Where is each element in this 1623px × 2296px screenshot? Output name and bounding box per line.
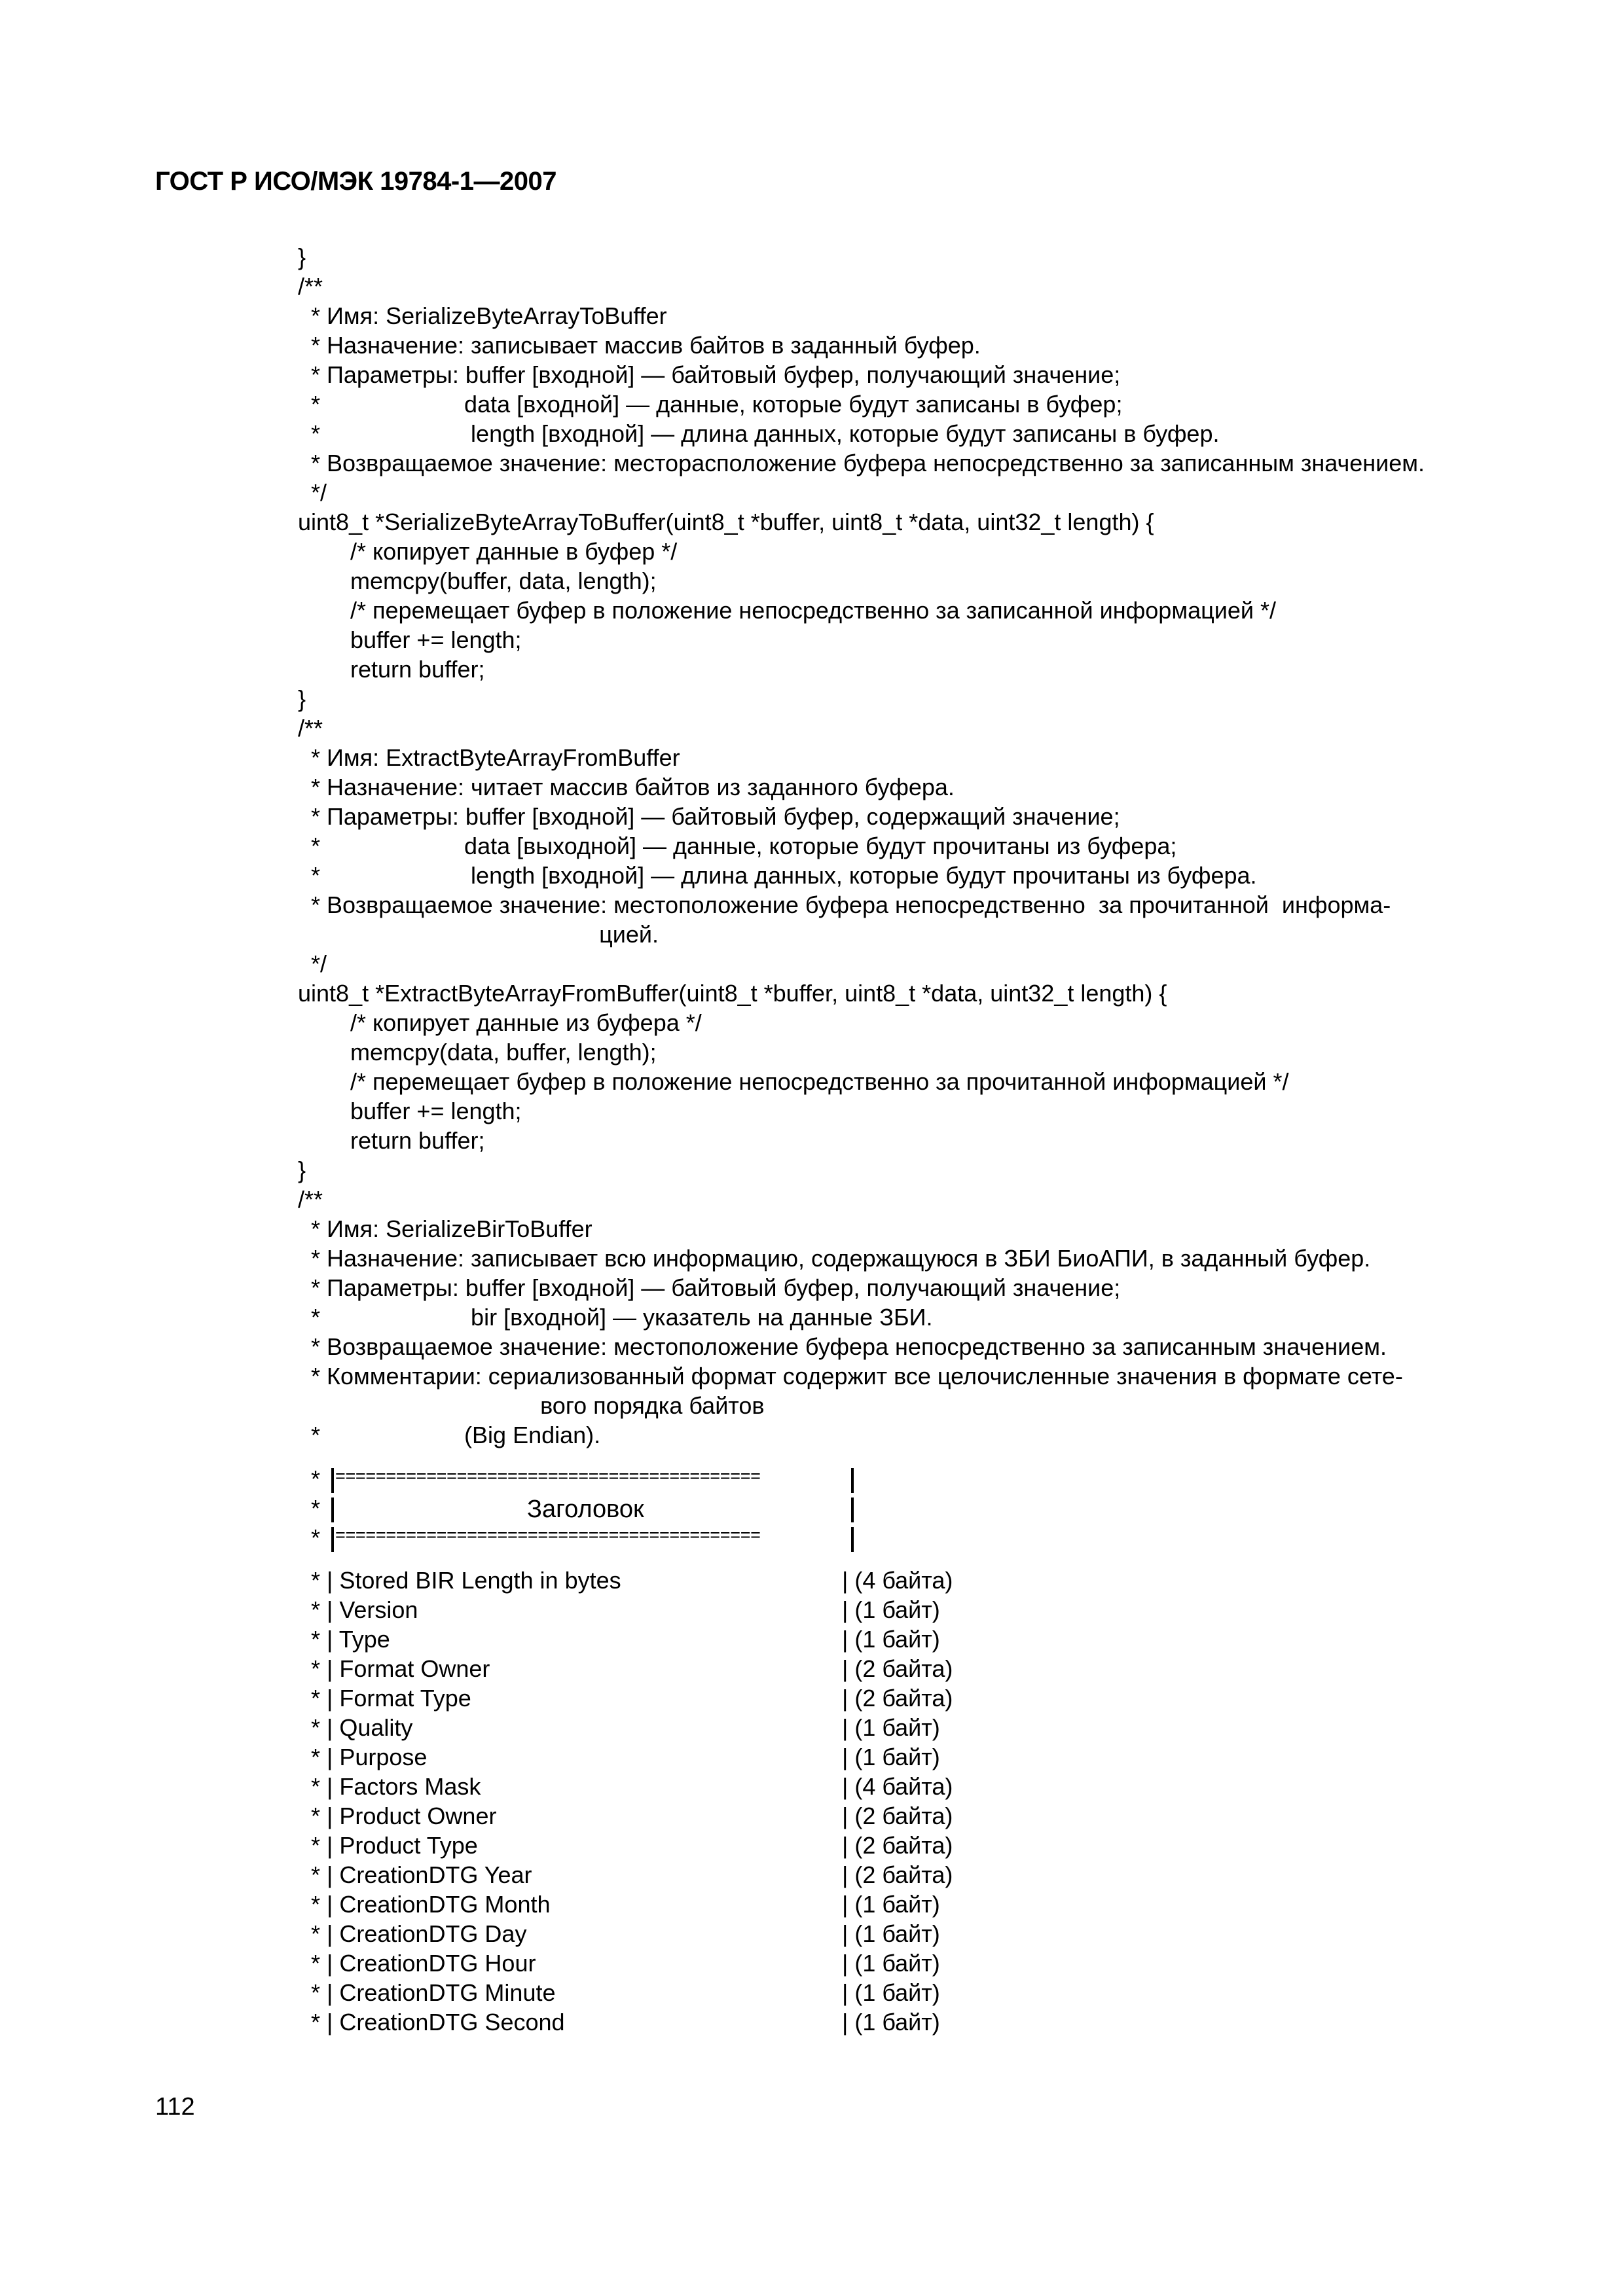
field-size: | (1 байт): [842, 1744, 940, 1770]
code-line: /**: [298, 715, 323, 742]
code-line: * Назначение: записывает всю информацию, содержащуюся в ЗБИ БиоАПИ, в заданный буфер.: [298, 1245, 1371, 1272]
field-size: | (1 байт): [842, 1920, 940, 1947]
code-line: */: [298, 950, 327, 977]
code-line: /**: [298, 273, 323, 300]
code-line: * Параметры: buffer [входной] — байтовый буфер, содержащий значение;: [298, 803, 1120, 830]
box-left-border: [331, 1498, 334, 1522]
field-size: | (4 байта): [842, 1567, 953, 1594]
code-line: * data [входной] — данные, которые будут записаны в буфер;: [298, 391, 1123, 418]
code-line: * Параметры: buffer [входной] — байтовый буфер, получающий значение;: [298, 361, 1121, 388]
code-line: uint8_t *ExtractByteArrayFromBuffer(uint8_t *buffer, uint8_t *data, uint32_t length) {: [298, 980, 1167, 1007]
code-line: * data [выходной] — данные, которые будут прочитаны из буфера;: [298, 833, 1177, 859]
field-name: * | Type: [311, 1626, 390, 1653]
field-name: * | Stored BIR Length in bytes: [311, 1567, 621, 1594]
code-line: * Параметры: buffer [входной] — байтовый буфер, получающий значение;: [298, 1274, 1121, 1301]
comment-asterisk: *: [311, 1465, 321, 1492]
code-line: * Имя: ExtractByteArrayFromBuffer: [298, 744, 680, 771]
field-size: | (1 байт): [842, 1891, 940, 1918]
field-size: | (2 байта): [842, 1803, 953, 1829]
code-line: * Возвращаемое значение: местоположение буфера непосредственно за записанным значением.: [298, 1333, 1387, 1360]
code-line: * length [входной] — длина данных, которые будут записаны в буфер.: [298, 420, 1220, 447]
field-size: | (4 байта): [842, 1773, 953, 1800]
code-line: /* перемещает буфер в положение непосредственно за записанной информацией */: [298, 597, 1276, 624]
code-line: * bir [входной] — указатель на данные ЗБИ.: [298, 1304, 933, 1331]
code-line: buffer += length;: [298, 626, 522, 653]
page-number: 112: [155, 2093, 195, 2121]
field-size: | (2 байта): [842, 1655, 953, 1682]
field-size: | (1 байт): [842, 1714, 940, 1741]
field-name: * | CreationDTG Second: [311, 2009, 565, 2036]
code-line: memcpy(buffer, data, length);: [298, 567, 657, 594]
field-name: * | Quality: [311, 1714, 413, 1741]
box-right-border: [851, 1468, 854, 1493]
code-line: вого порядка байтов: [298, 1392, 765, 1419]
code-line: * Возвращаемое значение: местоположение буфера непосредственно за прочитанной информа-: [298, 891, 1391, 918]
field-name: * | Purpose: [311, 1744, 428, 1770]
code-line: uint8_t *SerializeByteArrayToBuffer(uint8_t *buffer, uint8_t *data, uint32_t length) {: [298, 509, 1154, 535]
code-line: * Имя: SerializeBirToBuffer: [298, 1215, 593, 1242]
field-size: | (2 байта): [842, 1861, 953, 1888]
comment-asterisk: *: [311, 1524, 321, 1551]
field-name: * | Version: [311, 1596, 418, 1623]
code-line: * Назначение: записывает массив байтов в заданный буфер.: [298, 332, 981, 359]
code-line: /* копирует данные в буфер */: [298, 538, 678, 565]
field-name: * | Product Type: [311, 1832, 478, 1859]
field-name: * | Format Owner: [311, 1655, 490, 1682]
code-line: * Имя: SerializeByteArrayToBuffer: [298, 302, 667, 329]
box-left-border: [331, 1468, 334, 1493]
box-rule: ==========================================: [335, 1525, 761, 1545]
code-line: return buffer;: [298, 656, 485, 683]
box-title: Заголовок: [527, 1496, 644, 1523]
field-size: | (1 байт): [842, 1979, 940, 2006]
field-name: * | Format Type: [311, 1685, 471, 1712]
code-line: * length [входной] — длина данных, которые будут прочитаны из буфера.: [298, 862, 1257, 889]
code-line: }: [298, 243, 306, 270]
field-size: | (2 байта): [842, 1685, 953, 1712]
field-size: | (1 байт): [842, 2009, 940, 2036]
comment-asterisk: *: [311, 1495, 321, 1522]
field-size: | (2 байта): [842, 1832, 953, 1859]
code-line: */: [298, 479, 327, 506]
code-line: цией.: [298, 921, 659, 948]
code-line: }: [298, 1157, 306, 1183]
code-line: * Комментарии: сериализованный формат содержит все целочисленные значения в формате сете-: [298, 1363, 1403, 1390]
field-name: * | CreationDTG Year: [311, 1861, 532, 1888]
code-line: /* перемещает буфер в положение непосредственно за прочитанной информацией */: [298, 1068, 1289, 1095]
box-right-border: [851, 1527, 854, 1552]
code-line: return buffer;: [298, 1127, 485, 1154]
box-right-border: [851, 1498, 854, 1522]
code-line: * (Big Endian).: [298, 1422, 601, 1448]
document-header: ГОСТ Р ИСО/МЭК 19784-1—2007: [155, 167, 556, 196]
field-name: * | Factors Mask: [311, 1773, 481, 1800]
field-name: * | Product Owner: [311, 1803, 497, 1829]
code-line: /* копирует данные из буфера */: [298, 1009, 702, 1036]
field-name: * | CreationDTG Minute: [311, 1979, 556, 2006]
code-line: * Возвращаемое значение: месторасположение буфера непосредственно за записанным значением.: [298, 450, 1425, 476]
box-rule: ==========================================: [335, 1466, 761, 1486]
code-line: buffer += length;: [298, 1098, 522, 1124]
code-line: }: [298, 685, 306, 712]
field-size: | (1 байт): [842, 1626, 940, 1653]
field-size: | (1 байт): [842, 1596, 940, 1623]
field-size: | (1 байт): [842, 1950, 940, 1977]
code-line: memcpy(data, buffer, length);: [298, 1039, 657, 1066]
box-left-border: [331, 1527, 334, 1552]
field-name: * | CreationDTG Hour: [311, 1950, 536, 1977]
code-line: * Назначение: читает массив байтов из заданного буфера.: [298, 774, 955, 800]
field-name: * | CreationDTG Month: [311, 1891, 551, 1918]
field-name: * | CreationDTG Day: [311, 1920, 527, 1947]
code-line: /**: [298, 1186, 323, 1213]
